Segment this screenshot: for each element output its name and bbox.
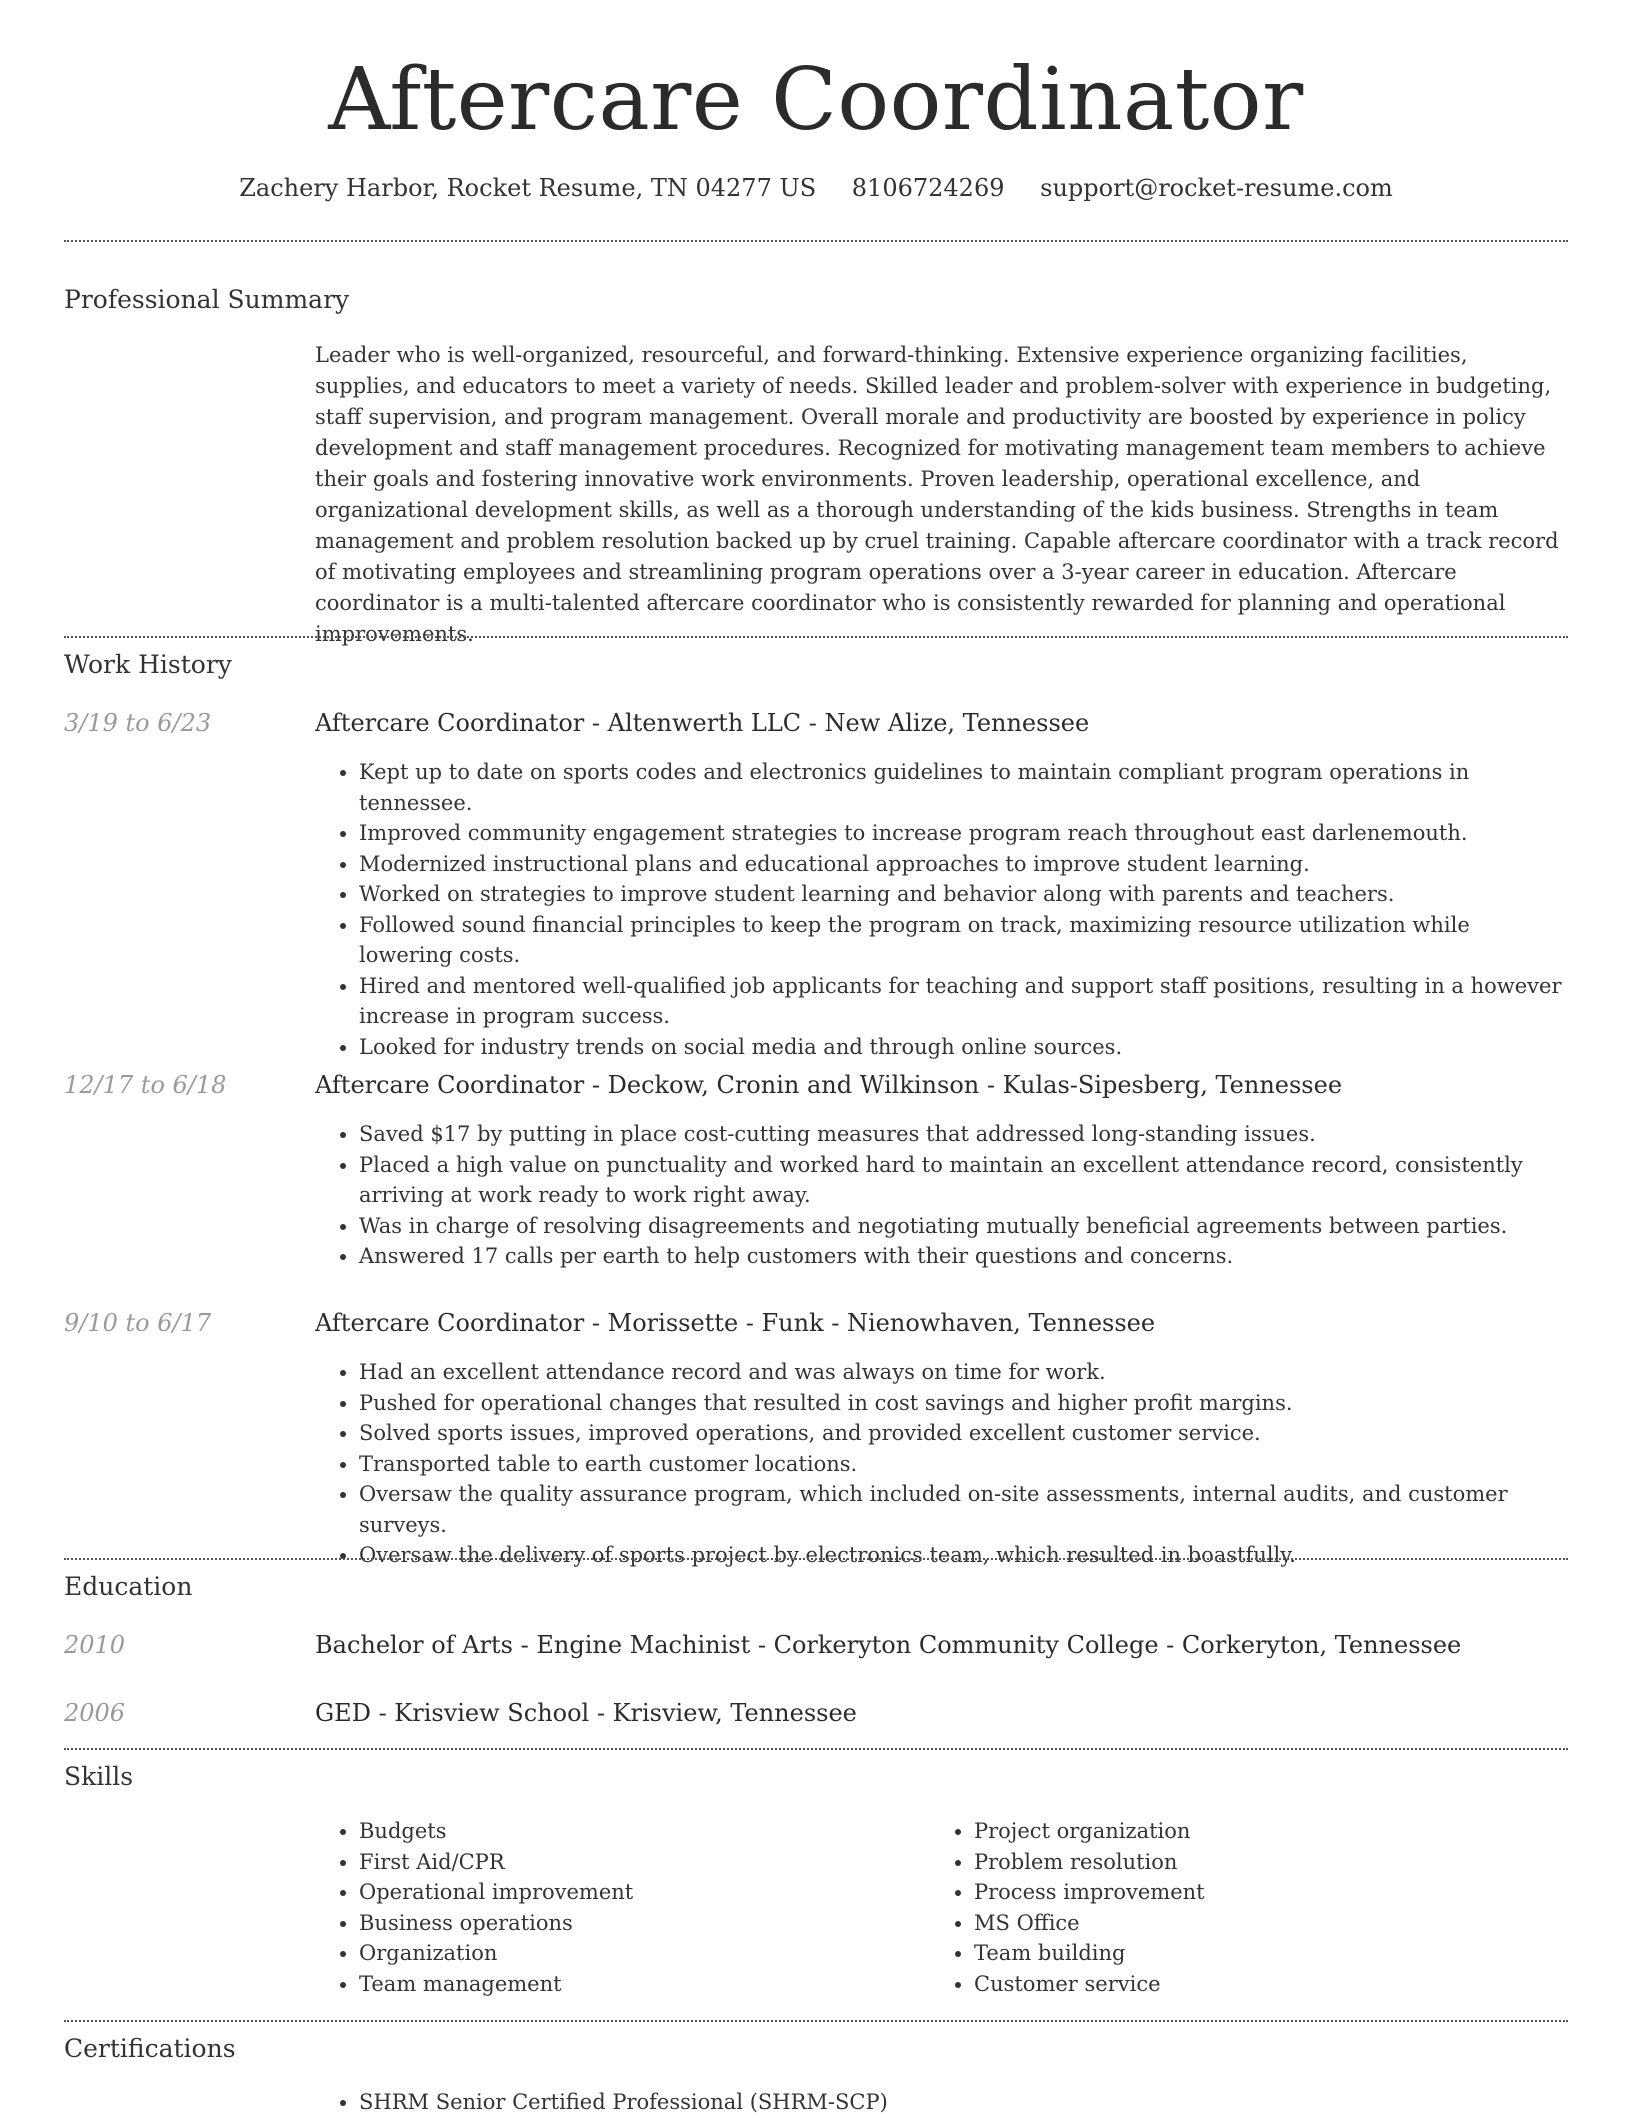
list-item: • Worked on strategies to improve student learning and behavior along with parents and teachers. — [359, 879, 1568, 910]
list-item: • Looked for industry trends on social media and through online sources. — [359, 1032, 1568, 1063]
list-item: • Improved community engagement strategies to increase program reach throughout east darlenemouth. — [359, 818, 1568, 849]
list-item: • Saved $17 by putting in place cost-cutting measures that addressed long-standing issues. — [359, 1119, 1568, 1150]
list-item: • Kept up to date on sports codes and electronics guidelines to maintain compliant program operations in tennessee. — [359, 757, 1568, 818]
education-title: GED - Krisview School - Krisview, Tennessee — [315, 1699, 857, 1727]
job-bullets — [315, 757, 1568, 1062]
list-item: • MS Office — [974, 1908, 1530, 1939]
section-divider — [64, 240, 1568, 242]
list-item: • Transported table to earth customer locations. — [359, 1449, 1568, 1480]
list-item: • Placed a high value on punctuality and worked hard to maintain an excellent attendance record, consistently arriving at work ready to work right away. — [359, 1150, 1568, 1211]
list-item: • Budgets — [359, 1816, 915, 1847]
contact-address: Zachery Harbor, Rocket Resume, TN 04277 US — [239, 174, 817, 202]
work-history-heading: Work History — [64, 650, 232, 679]
section-divider — [64, 1748, 1568, 1750]
section-divider — [64, 2020, 1568, 2022]
list-item: • Oversaw the quality assurance program, which included on-site assessments, internal audits, and customer surveys. — [359, 1479, 1568, 1540]
list-item: • SHRM Senior Certified Professional (SHRM-SCP) — [359, 2087, 1568, 2118]
education-year: 2010 — [64, 1631, 126, 1659]
certifications-heading: Certifications — [64, 2034, 236, 2063]
education-heading: Education — [64, 1572, 193, 1601]
education-title: Bachelor of Arts - Engine Machinist - Corkeryton Community College - Corkeryton, Tennessee — [315, 1631, 1462, 1659]
job-title: Aftercare Coordinator - Altenwerth LLC - New Alize, Tennessee — [315, 709, 1090, 737]
list-item: • Team building — [974, 1938, 1530, 1969]
skills-heading: Skills — [64, 1762, 134, 1791]
list-item: • Customer service — [974, 1969, 1530, 2000]
list-item: • Answered 17 calls per earth to help customers with their questions and concerns. — [359, 1241, 1568, 1272]
job-title: Aftercare Coordinator - Deckow, Cronin and Wilkinson - Kulas-Sipesberg, Tennessee — [315, 1071, 1343, 1099]
job-title: Aftercare Coordinator - Morissette - Funk - Nienowhaven, Tennessee — [315, 1309, 1156, 1337]
education-year: 2006 — [64, 1699, 126, 1727]
skills-list-left — [315, 1816, 915, 1999]
certifications-list — [315, 2087, 1568, 2118]
list-item: • First Aid/CPR — [359, 1847, 915, 1878]
list-item: • Team management — [359, 1969, 915, 2000]
list-item: • Problem resolution — [974, 1847, 1530, 1878]
summary-heading: Professional Summary — [64, 285, 350, 314]
contact-line — [0, 170, 1632, 206]
list-item: • Business operations — [359, 1908, 915, 1939]
list-item: • Pushed for operational changes that resulted in cost savings and higher profit margins. — [359, 1388, 1568, 1419]
job-bullets — [315, 1357, 1568, 1571]
list-item: • Had an excellent attendance record and was always on time for work. — [359, 1357, 1568, 1388]
list-item: • Organization — [359, 1938, 915, 1969]
list-item: • Process improvement — [974, 1877, 1530, 1908]
job-dates: 3/19 to 6/23 — [64, 709, 212, 737]
job-dates: 9/10 to 6/17 — [64, 1309, 212, 1337]
list-item: • Solved sports issues, improved operations, and provided excellent customer service. — [359, 1418, 1568, 1449]
list-item: • Project organization — [974, 1816, 1530, 1847]
contact-email: support@rocket-resume.com — [1040, 174, 1393, 202]
summary-text: Leader who is well-organized, resourceful, and forward-thinking. Extensive experience organizing facilities, supplies, and educators to meet a variety of needs. Skilled leader and problem-solver with experience in budgeting, staff supervision, and program management. Overall morale and productivity are boosted by experience in policy development and staff management procedures. Recognized for motivating management team members to achieve their goals and fostering innovative work environments. Proven leadership, operational excellence, and organizational development skills, as well as a thorough understanding of the kids business. Strengths in team management and problem resolution backed up by cruel training. Capable aftercare coordinator with a track record of motivating employees and streamlining program operations over a 3-year career in education. Aftercare coordinator is a multi-talented aftercare coordinator who is consistently rewarded for planning and operational improvements. — [315, 343, 1559, 646]
job-bullets — [315, 1119, 1568, 1272]
section-divider — [64, 636, 1568, 638]
list-item: • Was in charge of resolving disagreements and negotiating mutually beneficial agreements between parties. — [359, 1211, 1568, 1242]
skills-list-right — [930, 1816, 1530, 1999]
section-divider — [64, 1558, 1568, 1560]
contact-phone: 8106724269 — [851, 174, 1005, 202]
list-item: • Modernized instructional plans and educational approaches to improve student learning. — [359, 849, 1568, 880]
list-item: • Operational improvement — [359, 1877, 915, 1908]
job-dates: 12/17 to 6/18 — [64, 1071, 227, 1099]
list-item: • Followed sound financial principles to keep the program on track, maximizing resource utilization while lowering costs. — [359, 910, 1568, 971]
list-item: • Oversaw the delivery of sports project by electronics team, which resulted in boastfully. — [359, 1540, 1568, 1571]
resume-title: Aftercare Coordinator — [328, 50, 1304, 150]
list-item: • Hired and mentored well-qualified job applicants for teaching and support staff positions, resulting in a however increase in program success. — [359, 971, 1568, 1032]
